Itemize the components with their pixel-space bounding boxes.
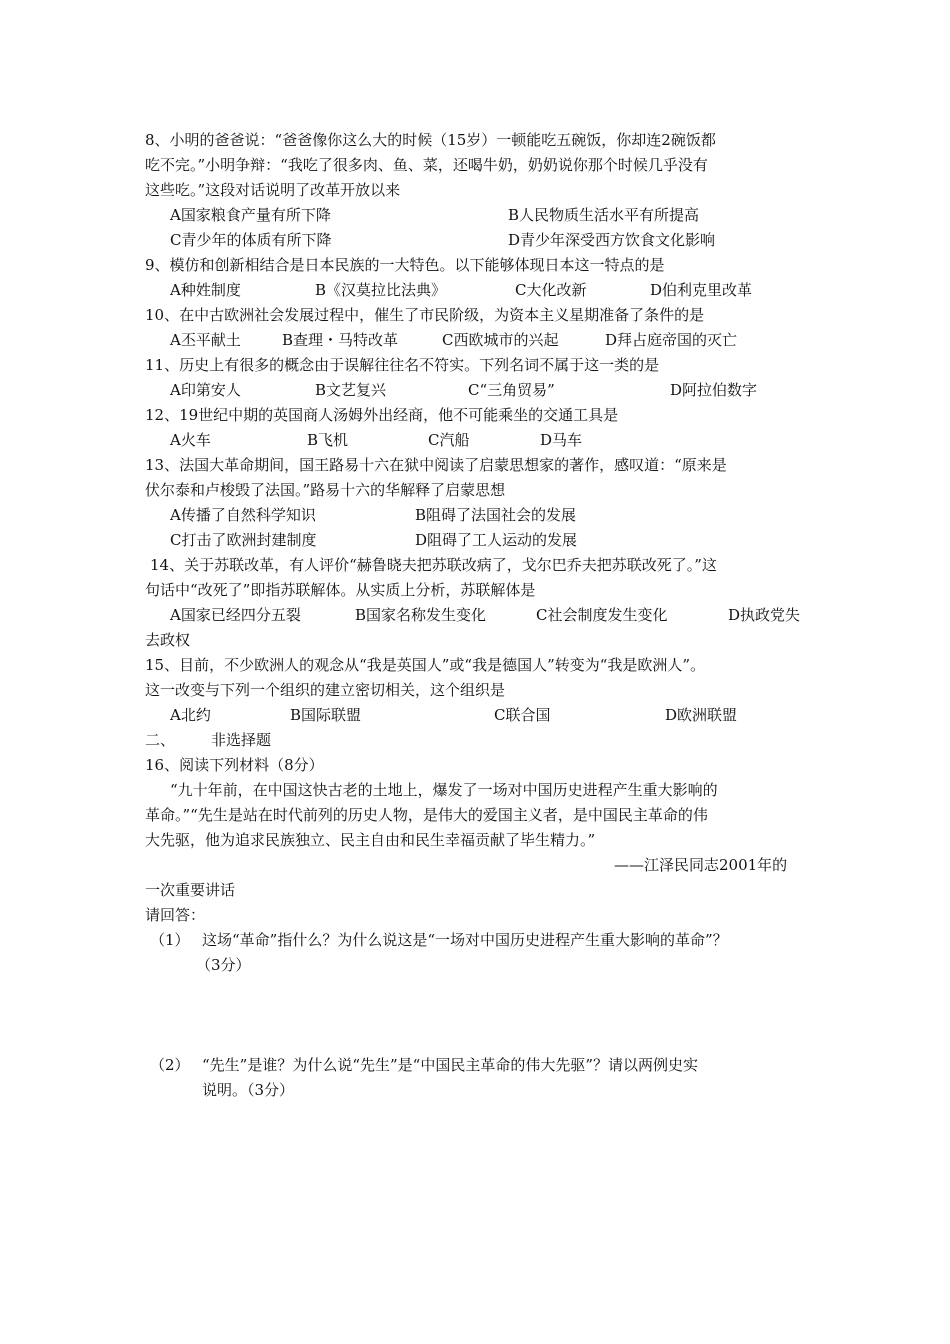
q15-option-a: A北约 (170, 706, 211, 724)
q16-quote-line1: “九十年前，在中国这快古老的土地上，爆发了一场对中国历史进程产生重大影响的 (170, 781, 718, 799)
q11-option-b: B文艺复兴 (315, 381, 387, 399)
q16-sub2-line1: “先生”是谁？为什么说“先生”是“中国民主革命的伟大先驱”？请以两例史实 (202, 1056, 699, 1074)
q14-line-tail: 去政权 (145, 631, 191, 649)
q8-option-d: D青少年深受西方饮食文化影响 (508, 231, 716, 249)
q14-line1: 14、关于苏联改革，有人评价“赫鲁晓夫把苏联改病了，戈尔巴乔夫把苏联改死了。”这 (150, 556, 717, 574)
q8-option-c: C青少年的体质有所下降 (170, 231, 332, 249)
q10-option-a: A丕平献土 (170, 331, 241, 349)
q15-option-d: D欧洲联盟 (665, 706, 738, 724)
section2-title: 非选择题 (211, 731, 272, 749)
q13-option-a: A传播了自然科学知识 (170, 506, 316, 524)
q9-option-a: A种姓制度 (170, 281, 241, 299)
q14-option-d: D执政党失 (728, 606, 801, 624)
q13-line2: 伏尔泰和卢梭毁了法国。”路易十六的华解释了启蒙思想 (145, 481, 506, 499)
q11-option-a: A印第安人 (170, 381, 241, 399)
q10-option-d: D拜占庭帝国的灭亡 (605, 331, 738, 349)
q16-sub1-line2: （3分） (196, 956, 251, 974)
q14-option-c: C社会制度发生变化 (536, 606, 668, 624)
q10-option-c: C西欧城市的兴起 (442, 331, 559, 349)
q14-option-a: A国家已经四分五裂 (170, 606, 301, 624)
q16-line1: 16、阅读下列材料（8分） (145, 756, 324, 774)
q15-line2: 这一改变与下列一个组织的建立密切相关，这个组织是 (145, 681, 506, 699)
q16-sub1-number: （1） (150, 931, 190, 949)
q8-line2: 吃不完。”小明争辩：“我吃了很多肉、鱼、菜，还喝牛奶，奶奶说你那个时候几乎没有 (145, 156, 708, 174)
q12-option-d: D马车 (540, 431, 583, 449)
q13-option-d: D阻碍了工人运动的发展 (415, 531, 578, 549)
q8-line3: 这些吃。”这段对话说明了改革开放以来 (145, 181, 401, 199)
q16-quote-line2: 革命。”“先生是站在时代前列的历史人物，是伟大的爱国主义者，是中国民主革命的伟 (145, 806, 708, 824)
q13-option-b: B阻碍了法国社会的发展 (415, 506, 577, 524)
q9-line1: 9、模仿和创新相结合是日本民族的一大特色。以下能够体现日本这一特点的是 (145, 256, 665, 274)
q8-option-a: A国家粮食产量有所下降 (170, 206, 331, 224)
q16-source-line2: 一次重要讲话 (145, 881, 236, 899)
q10-option-b: B查理・马特改革 (282, 331, 399, 349)
q16-sub1-line1: 这场“革命”指什么？为什么说这是“一场对中国历史进程产生重大影响的革命”？ (202, 931, 728, 949)
q8-option-b: B人民物质生活水平有所提高 (508, 206, 700, 224)
q16-quote-line3: 大先驱，他为追求民族独立、民主自由和民生幸福贡献了毕生精力。” (145, 831, 596, 849)
q16-prompt: 请回答： (145, 906, 206, 924)
q12-option-b: B飞机 (307, 431, 349, 449)
q15-line1: 15、目前，不少欧洲人的观念从“我是英国人”或“我是德国人”转变为“我是欧洲人”。 (145, 656, 706, 674)
q9-option-b: B《汉莫拉比法典》 (315, 281, 447, 299)
q11-option-c: C“三角贸易” (468, 381, 555, 399)
q9-option-d: D伯利克里改革 (650, 281, 753, 299)
q9-option-c: C大化改新 (515, 281, 587, 299)
q13-option-c: C打击了欧洲封建制度 (170, 531, 317, 549)
q11-line1: 11、历史上有很多的概念由于误解往往名不符实。下列名词不属于这一类的是 (145, 356, 660, 374)
q16-source-line1: ——江泽民同志2001年的 (614, 856, 788, 874)
q13-line1: 13、法国大革命期间，国王路易十六在狱中阅读了启蒙思想家的著作，感叹道：“原来是 (145, 456, 727, 474)
q11-option-d: D阿拉伯数字 (670, 381, 758, 399)
q12-option-c: C汽船 (428, 431, 470, 449)
q14-line2: 句话中“改死了”即指苏联解体。从实质上分析，苏联解体是 (145, 581, 536, 599)
q12-option-a: A火车 (170, 431, 211, 449)
section2-number: 二、 (145, 731, 176, 749)
q14-option-b: B国家名称发生变化 (355, 606, 487, 624)
q15-option-c: C联合国 (494, 706, 551, 724)
q8-line1: 8、小明的爸爸说：“爸爸像你这么大的时候（15岁）一顿能吃五碗饭，你却连2碗饭都 (145, 131, 716, 149)
q10-line1: 10、在中古欧洲社会发展过程中，催生了市民阶级，为资本主义星期准备了条件的是 (145, 306, 705, 324)
q15-option-b: B国际联盟 (290, 706, 362, 724)
q16-sub2-number: （2） (150, 1056, 190, 1074)
q16-sub2-line2: 说明。（3分） (202, 1081, 295, 1099)
q12-line1: 12、19世纪中期的英国商人汤姆外出经商，他不可能乘坐的交通工具是 (145, 406, 619, 424)
